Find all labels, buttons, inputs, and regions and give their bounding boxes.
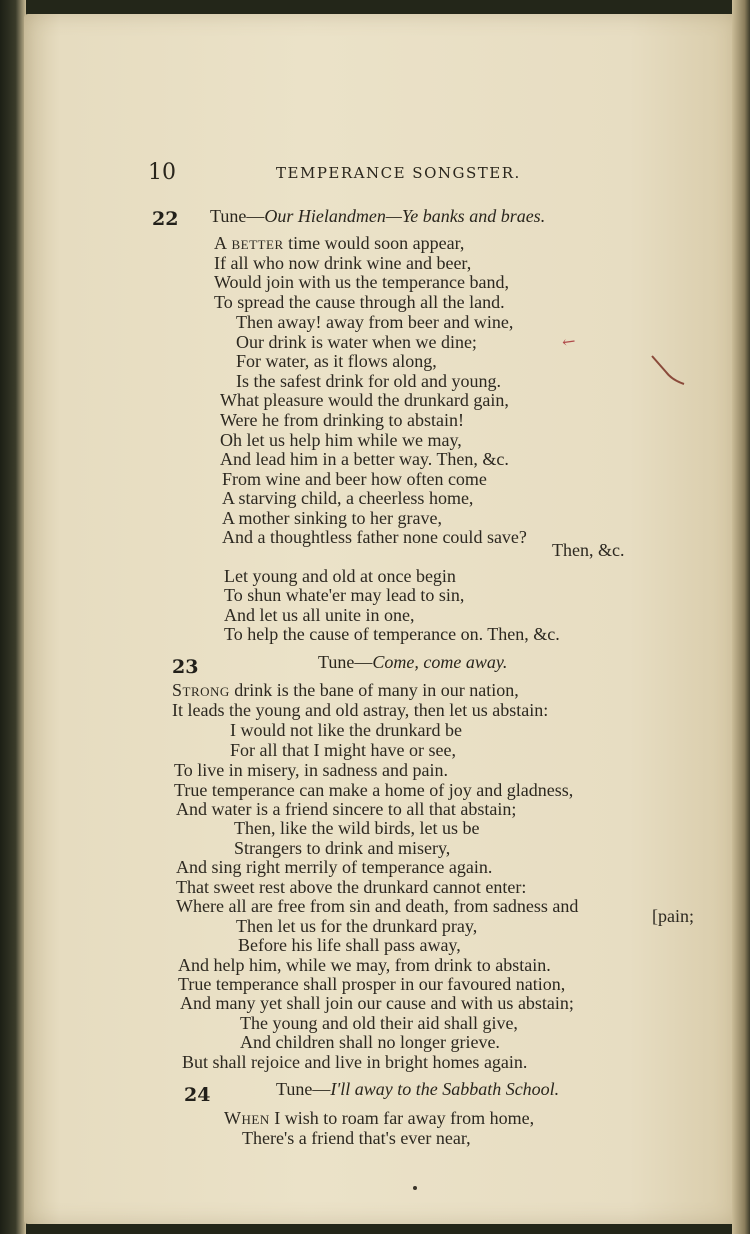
verse-line: A starving child, a cheerless home, xyxy=(222,488,474,508)
page-dot xyxy=(413,1186,417,1190)
verse-line: And many yet shall join our cause and with us abstain; xyxy=(180,993,574,1013)
page-header xyxy=(148,158,568,188)
verse-line: But shall rejoice and live in bright homes again. xyxy=(182,1052,528,1072)
tune-name: Come, come away. xyxy=(372,652,508,672)
verse-line: Where all are free from sin and death, from sadness and xyxy=(176,896,579,916)
verse-line: What pleasure would the drunkard gain, xyxy=(220,390,509,410)
song-number: 23 xyxy=(172,656,199,678)
turnover-fragment: [pain; xyxy=(652,906,694,926)
verse-line: For water, as it flows along, xyxy=(236,351,437,371)
verse-line: Let young and old at once begin xyxy=(224,566,456,586)
verse-line: If all who now drink wine and beer, xyxy=(214,253,472,273)
tune-heading xyxy=(210,206,545,227)
verse-line: Were he from drinking to abstain! xyxy=(220,410,464,430)
verse-line: Strangers to drink and misery, xyxy=(234,838,451,858)
verse-line: When I wish to roam far away from home, xyxy=(224,1108,535,1128)
tune-label: Tune— xyxy=(210,206,265,226)
verse-line: To spread the cause through all the land. xyxy=(214,292,505,312)
verse-line: And help him, while we may, from drink to abstain. xyxy=(178,955,551,975)
drop-lead: When xyxy=(224,1108,270,1128)
pencil-arrow-icon: ← xyxy=(560,331,577,352)
verse-line: And children shall no longer grieve. xyxy=(240,1032,500,1052)
verse-line: For all that I might have or see, xyxy=(230,740,456,760)
verse-line: A mother sinking to her grave, xyxy=(222,508,442,528)
verse-line: To live in misery, in sadness and pain. xyxy=(174,760,449,780)
tune-label: Tune— xyxy=(276,1079,331,1099)
verse-line: The young and old their aid shall give, xyxy=(240,1013,518,1033)
verse-line: Would join with us the temperance band, xyxy=(214,272,509,292)
pencil-tick-icon xyxy=(650,354,686,388)
verse-line: From wine and beer how often come xyxy=(222,469,487,489)
verse-line: True temperance shall prosper in our favoured nation, xyxy=(178,974,566,994)
verse-line: And a thoughtless father none could save? xyxy=(222,527,527,547)
verse-line: There's a friend that's ever near, xyxy=(242,1128,471,1148)
verse-line: Then away! away from beer and wine, xyxy=(236,312,514,332)
verse-line: To help the cause of temperance on. Then, &c. xyxy=(224,624,560,644)
verse-line: And sing right merrily of temperance again. xyxy=(176,857,493,877)
song-number: 22 xyxy=(152,208,179,230)
verse-line: Is the safest drink for old and young. xyxy=(236,371,501,391)
tune-heading xyxy=(276,1079,559,1100)
verse-line: True temperance can make a home of joy and gladness, xyxy=(174,780,574,800)
book-spine xyxy=(0,0,26,1234)
verse-line: Strong drink is the bane of many in our nation, xyxy=(172,680,519,700)
drop-lead: Strong xyxy=(172,680,230,700)
verse-line: Then, like the wild birds, let us be xyxy=(234,818,480,838)
verse-line: Oh let us help him while we may, xyxy=(220,430,462,450)
verse-line: Then let us for the drunkard pray, xyxy=(236,916,478,936)
verse-line: And water is a friend sincere to all that abstain; xyxy=(176,799,517,819)
verse-line: And lead him in a better way. Then, &c. xyxy=(220,449,509,469)
verse-line: I would not like the drunkard be xyxy=(230,720,462,740)
verse-line: That sweet rest above the drunkard cannot enter: xyxy=(176,877,527,897)
tune-label: Tune— xyxy=(318,652,373,672)
verse-line: It leads the young and old astray, then let us abstain: xyxy=(172,700,549,720)
refrain-cue: Then, &c. xyxy=(552,540,625,560)
page-number: 10 xyxy=(148,160,176,185)
song-number: 24 xyxy=(184,1084,211,1106)
verse-line: Before his life shall pass away, xyxy=(238,935,461,955)
running-title: TEMPERANCE SONGSTER. xyxy=(276,164,521,182)
verse-line: To shun whate'er may lead to sin, xyxy=(224,585,465,605)
drop-lead: A better xyxy=(214,233,284,253)
page-edge xyxy=(732,0,750,1234)
verse-line: Our drink is water when we dine; xyxy=(236,332,477,352)
verse-line: And let us all unite in one, xyxy=(224,605,415,625)
tune-name: Our Hielandmen—Ye banks and braes. xyxy=(264,206,546,226)
tune-name: I'll away to the Sabbath School. xyxy=(330,1079,560,1099)
tune-heading xyxy=(318,652,507,673)
verse-line: A better time would soon appear, xyxy=(214,233,465,253)
